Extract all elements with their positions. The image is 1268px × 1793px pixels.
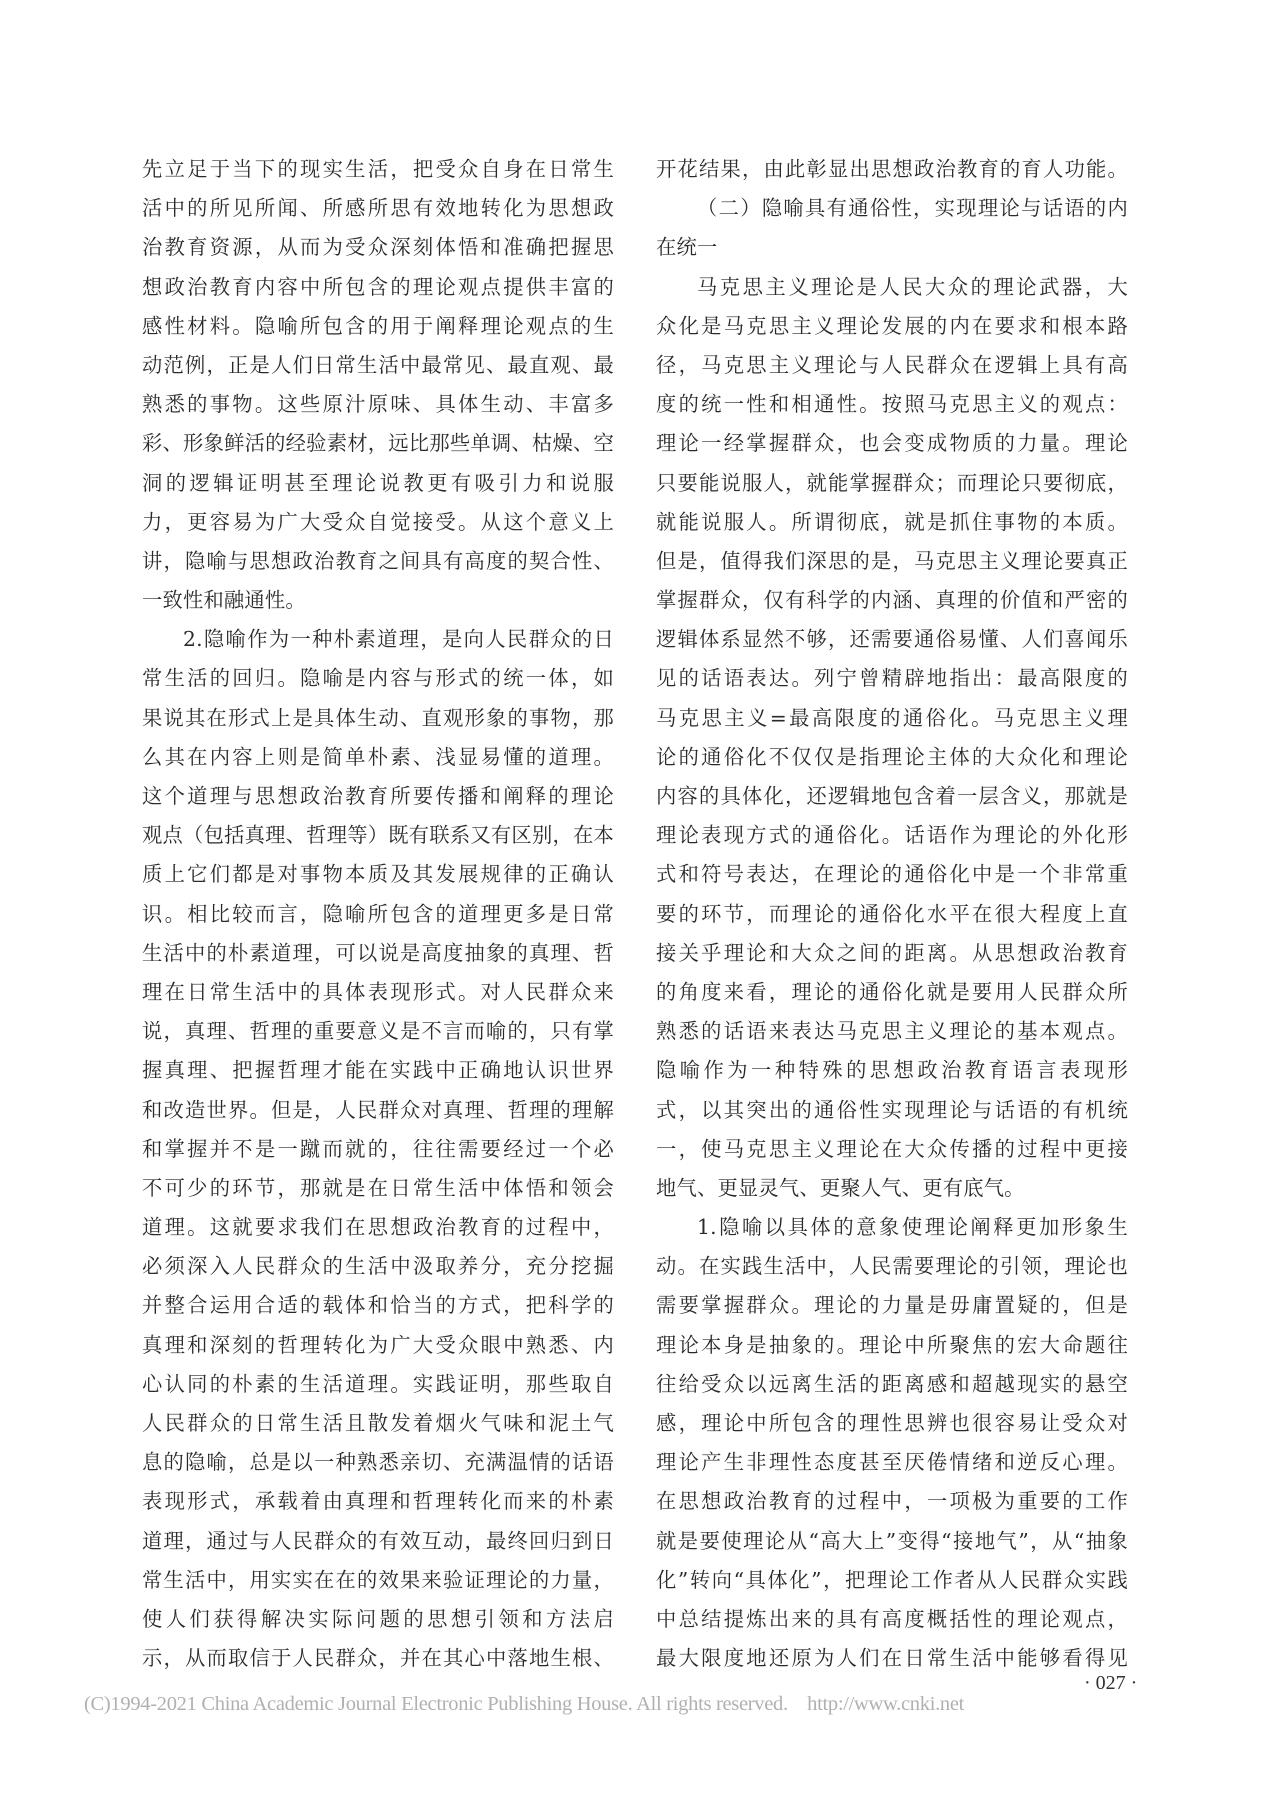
text-line: 活中的所见所闻、所感所思有效地转化为思想政 [142,196,614,221]
text-line: 就是要使理论从“高大上”变得“接地气”，从“抽象 [656,1528,1128,1553]
text-line: 理论表现方式的通俗化。话语作为理论的外化形 [656,823,1128,848]
text-line: 径，马克思主义理论与人民群众在逻辑上具有高 [656,352,1128,377]
text-line: 熟悉的事物。这些原汁原味、具体生动、丰富多 [142,392,614,417]
text-line: 隐喻作为一种特殊的思想政治教育语言表现形 [656,1058,1128,1083]
text-line: 和掌握并不是一蹴而就的，往往需要经过一个必 [142,1136,614,1161]
text-line: 和改造世界。但是，人民群众对真理、哲理的理解 [142,1097,614,1122]
text-line: 理论一经掌握群众，也会变成物质的力量。理论 [656,431,1128,456]
text-line: 在统一 [656,235,718,260]
text-line: 但是，值得我们深思的是，马克思主义理论要真正 [656,548,1128,573]
text-line: 动。在实践生活中，人民需要理论的引领，理论也 [656,1254,1128,1279]
text-line: 质上它们都是对事物本质及其发展规律的正确认 [142,862,614,887]
text-line: 洞的逻辑证明甚至理论说教更有吸引力和说服 [142,470,614,495]
text-line: 见的话语表达。列宁曾精辟地指出：最高限度的 [656,666,1128,691]
text-line: 往给受众以远离生活的距离感和超越现实的悬空 [656,1371,1128,1396]
text-line: 识。相比较而言，隐喻所包含的道理更多是日常 [142,901,614,926]
text-line: 理论本身是抽象的。理论中所聚焦的宏大命题往 [656,1332,1128,1357]
text-line: 逻辑体系显然不够，还需要通俗易懂、人们喜闻乐 [656,627,1128,652]
text-line: 生活中的朴素道理，可以说是高度抽象的真理、哲 [142,940,614,965]
text-line: 不可少的环节，那就是在日常生活中体悟和领会 [142,1175,614,1200]
text-line: 众化是马克思主义理论发展的内在要求和根本路 [656,313,1128,338]
text-line: 开花结果，由此彰显出思想政治教育的育人功能。 [656,157,1128,181]
text-line: 需要掌握群众。理论的力量是毋庸置疑的，但是 [656,1293,1128,1318]
text-line: 使人们获得解决实际问题的思想引领和方法启 [142,1606,614,1631]
copyright-footer: (C)1994-2021 China Academic Journal Electronic Publishing House. All rights reserved. http://www.cnki.net [84,1693,965,1715]
text-line: 先立足于当下的现实生活，把受众自身在日常生 [142,157,614,181]
text-line: 动范例，正是人们日常生活中最常见、最直观、最 [142,352,614,377]
text-line: 马克思主义=最高限度的通俗化。马克思主义理 [656,705,1128,730]
text-line: 常生活中，用实实在在的效果来验证理论的力量， [142,1567,614,1592]
text-line: 一致性和融通性。 [142,588,306,613]
text-line: 息的隐喻，总是以一种熟悉亲切、充满温情的话语 [142,1450,614,1475]
text-line: 一，使马克思主义理论在大众传播的过程中更接 [656,1136,1128,1161]
text-line: 说，真理、哲理的重要意义是不言而喻的，只有掌 [142,1019,614,1044]
text-line: 式和符号表达，在理论的通俗化中是一个非常重 [656,862,1128,887]
text-line: 接关乎理论和大众之间的距离。从思想政治教育 [656,940,1128,965]
text-line: 1.隐喻以具体的意象使理论阐释更加形象生 [697,1215,1128,1240]
text-line: 道理，通过与人民群众的有效互动，最终回归到日 [142,1528,614,1553]
text-line: 想政治教育内容中所包含的理论观点提供丰富的 [142,274,614,299]
text-line: 在思想政治教育的过程中，一项极为重要的工作 [656,1489,1128,1514]
text-line: 握真理、把握哲理才能在实践中正确地认识世界 [142,1058,614,1083]
text-line: 2.隐喻作为一种朴素道理，是向人民群众的日 [183,627,614,652]
text-line: 常生活的回归。隐喻是内容与形式的统一体，如 [142,666,614,691]
text-line: 就能说服人。所谓彻底，就是抓住事物的本质。 [656,509,1128,534]
text-line: 力，更容易为广大受众自觉接受。从这个意义上 [142,509,614,534]
text-line: 必须深入人民群众的生活中汲取养分，充分挖掘 [142,1254,614,1279]
text-line: 道理。这就要求我们在思想政治教育的过程中， [142,1215,614,1240]
text-line: 观点（包括真理、哲理等）既有联系又有区别，在本 [142,823,614,848]
text-line: 要的环节，而理论的通俗化水平在很大程度上直 [656,901,1128,926]
text-line: 表现形式，承载着由真理和哲理转化而来的朴素 [142,1489,614,1514]
text-line: 马克思主义理论是人民大众的理论武器，大 [697,274,1128,299]
text-line: 的角度来看，理论的通俗化就是要用人民群众所 [656,979,1128,1004]
text-line: 心认同的朴素的生活道理。实践证明，那些取自 [142,1371,614,1396]
text-line: 化”转向“具体化”，把理论工作者从人民群众实践 [656,1567,1128,1592]
text-line: 中总结提炼出来的具有高度概括性的理论观点， [656,1606,1128,1631]
text-line: 理论产生非理性态度甚至厌倦情绪和逆反心理。 [656,1450,1128,1475]
text-line: 果说其在形式上是具体生动、直观形象的事物，那 [142,705,614,730]
text-line: 感，理论中所包含的理性思辨也很容易让受众对 [656,1411,1128,1435]
text-line: 地气、更显灵气、更聚人气、更有底气。 [656,1175,1025,1200]
text-line: 这个道理与思想政治教育所要传播和阐释的理论 [142,784,614,808]
text-line: 感性材料。隐喻所包含的用于阐释理论观点的生 [142,313,614,338]
text-line: 掌握群众，仅有科学的内涵、真理的价值和严密的 [656,588,1128,613]
page-number: · 027 · [1084,1672,1138,1694]
text-line: 熟悉的话语来表达马克思主义理论的基本观点。 [656,1019,1128,1044]
text-line: 么其在内容上则是简单朴素、浅显易懂的道理。 [142,744,614,769]
text-line: 人民群众的日常生活且散发着烟火气味和泥土气 [142,1411,614,1435]
text-line: 治教育资源，从而为受众深刻体悟和准确把握思 [142,235,614,260]
text-line: 彩、形象鲜活的经验素材，远比那些单调、枯燥、空 [142,431,614,456]
text-line: 最大限度地还原为人们在日常生活中能够看得见 [656,1646,1128,1671]
text-line: 真理和深刻的哲理转化为广大受众眼中熟悉、内 [142,1332,614,1357]
text-line: 式，以其突出的通俗性实现理论与话语的有机统 [656,1097,1128,1122]
text-line: 只要能说服人，就能掌握群众；而理论只要彻底， [656,470,1128,495]
text-line: 示，从而取信于人民群众，并在其心中落地生根、 [142,1646,614,1671]
text-line: 讲，隐喻与思想政治教育之间具有高度的契合性、 [142,548,614,573]
left-text-column [142,150,614,1678]
text-line: （二）隐喻具有通俗性，实现理论与话语的内 [697,196,1128,221]
right-text-column [656,150,1128,1678]
text-line: 度的统一性和相通性。按照马克思主义的观点： [656,392,1128,417]
text-line: 内容的具体化，还逻辑地包含着一层含义，那就是 [656,784,1128,808]
text-line: 并整合运用合适的载体和恰当的方式，把科学的 [142,1293,614,1318]
text-line: 论的通俗化不仅仅是指理论主体的大众化和理论 [656,744,1128,769]
text-line: 理在日常生活中的具体表现形式。对人民群众来 [142,979,614,1004]
